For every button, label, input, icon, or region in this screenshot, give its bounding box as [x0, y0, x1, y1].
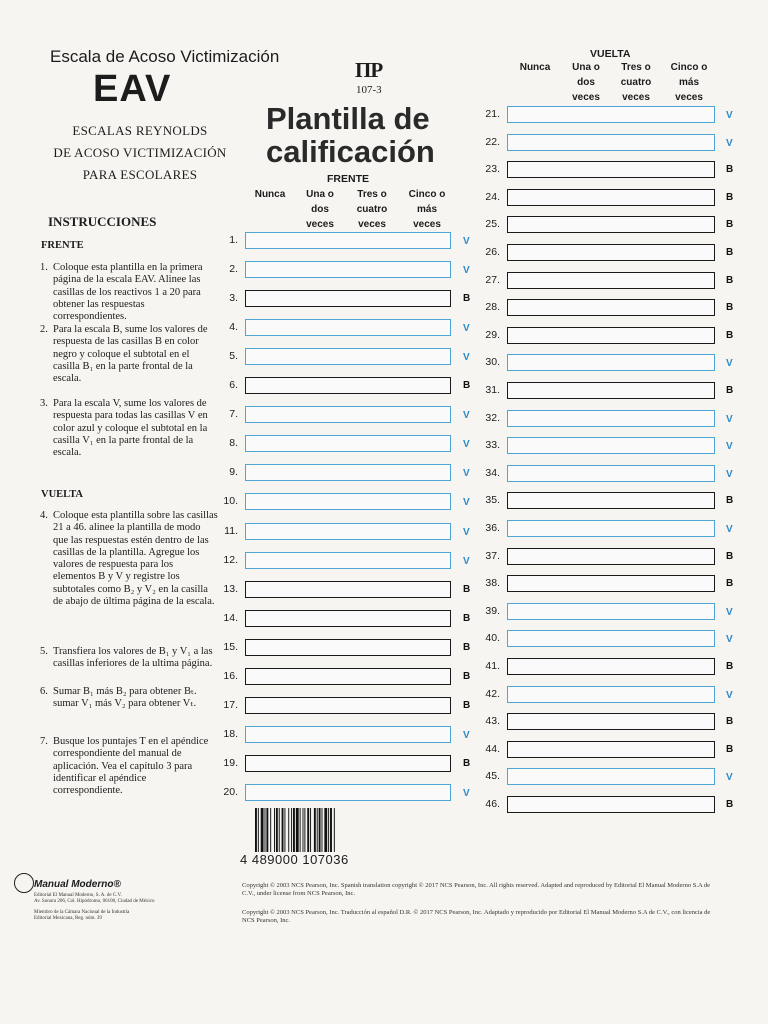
response-box	[507, 658, 715, 675]
response-box	[507, 354, 715, 371]
barcode-bar	[270, 808, 271, 852]
scale-mark: B	[726, 219, 734, 231]
scale-mark: B	[463, 380, 471, 392]
scale-mark: V	[463, 265, 470, 277]
item-number: 5.	[229, 350, 238, 363]
response-box	[245, 726, 451, 743]
item-number: 23.	[485, 163, 500, 176]
response-box	[507, 548, 715, 565]
response-box	[507, 630, 715, 647]
item-number: 27.	[485, 273, 500, 286]
instruction-item	[40, 324, 218, 385]
barcode-bar	[334, 808, 335, 852]
scale-mark: V	[726, 441, 733, 453]
item-number: 7.	[229, 408, 238, 421]
item-number: 4.	[229, 321, 238, 334]
frente-col-tres: Tres o cuatro veces	[356, 189, 388, 230]
response-box	[245, 290, 451, 307]
scale-mark: V	[463, 410, 470, 422]
scale-mark: B	[463, 699, 471, 711]
scale-mark: V	[726, 606, 733, 618]
publisher-logo-icon	[14, 873, 34, 893]
scale-mark: B	[726, 247, 734, 258]
response-box	[245, 755, 451, 772]
instruction-item	[40, 736, 218, 797]
item-number: 20.	[223, 785, 238, 798]
barcode-number: 4 489000 107036	[240, 852, 349, 867]
item-number: 30.	[485, 356, 500, 369]
item-number: 36.	[485, 522, 500, 534]
item-number: 19.	[223, 756, 238, 769]
response-box	[507, 161, 715, 178]
response-box	[245, 697, 451, 714]
scale-mark: V	[726, 689, 733, 701]
scale-mark: B	[726, 716, 734, 728]
item-number: 12.	[223, 553, 238, 566]
instruction-text: Transfiera los valores de B₁ y V₁ a las casillas inferiores de la ultima página.	[53, 646, 213, 670]
instruction-item	[40, 262, 218, 323]
item-number: 38.	[485, 577, 500, 590]
form-code: 107-3	[356, 84, 382, 96]
scale-mark: B	[726, 661, 734, 672]
item-number: 1.	[229, 234, 238, 246]
barcode	[255, 808, 377, 852]
instruction-item	[40, 686, 218, 711]
barcode-bar	[274, 808, 275, 852]
scale-mark: V	[463, 729, 470, 741]
item-number: 22.	[485, 135, 500, 148]
barcode-bar	[296, 808, 299, 852]
copyright-spanish: Copyright © 2003 NCS Pearson, Inc. Traducción al español D.R. © 2017 NCS Pearson, Inc. Adaptado y reproducido por Editorial El Manual Moderno S.A de C.V., con licencia de NCS Pearson, Inc.	[242, 909, 711, 924]
publisher-line-1: Editorial El Manual Moderno, S. A. de C.V.	[34, 893, 122, 898]
response-box	[245, 784, 451, 801]
frente-col-una: Una o dos veces	[306, 189, 334, 230]
frente-col-nunca: Nunca	[254, 189, 286, 200]
instruction-text: Busque los puntajes T en el apéndice correspondiente del manual de aplicación. Vea el capítulo 3 para identificar el apéndice correspondiente.	[53, 736, 209, 797]
response-box	[507, 189, 715, 206]
response-box	[507, 244, 715, 261]
response-box	[245, 668, 451, 685]
barcode-bar	[300, 808, 301, 852]
scale-mark: V	[726, 634, 733, 646]
vuelta-col-nunca: Nunca	[519, 62, 551, 73]
publisher-line-3: Miembro de la Cámara Nacional de la Industria	[34, 910, 130, 915]
response-box	[507, 492, 715, 509]
scale-mark: V	[463, 787, 470, 799]
instruction-item	[40, 646, 218, 671]
response-box	[507, 686, 715, 703]
response-box	[245, 552, 451, 569]
barcode-bar	[291, 808, 292, 852]
response-box	[245, 232, 451, 249]
item-number: 8.	[229, 437, 238, 450]
item-number: 41.	[485, 660, 500, 672]
scale-mark: B	[726, 578, 734, 590]
scale-mark: B	[726, 164, 734, 176]
scale-mark: B	[463, 583, 471, 595]
frente-col-cinco: Cinco o más veces	[408, 189, 446, 230]
scale-mark: V	[726, 524, 733, 535]
item-number: 40.	[485, 632, 500, 645]
publisher-address	[34, 893, 214, 922]
scale-mark: B	[726, 302, 734, 314]
barcode-bar	[276, 808, 278, 852]
item-number: 28.	[485, 301, 500, 314]
response-box	[245, 261, 451, 278]
vuelta-label: VUELTA	[590, 48, 631, 60]
response-box	[507, 299, 715, 316]
item-number: 2.	[229, 263, 238, 276]
item-number: 21.	[485, 108, 500, 120]
response-box	[245, 523, 451, 540]
item-number: 26.	[485, 246, 500, 258]
item-number: 11.	[224, 524, 238, 537]
instruction-text: Coloque esta plantilla sobre las casillas 21 a 46. alinee la plantilla de modo que las respuestas estén dentro de las casillas de la plantilla. Agregue los valores de respuesta para los elementos B y V y registre los subtotales como B₂ y V₂ en la casilla de abajo de última página de la escala.	[53, 510, 218, 608]
barcode-bar	[322, 808, 323, 852]
barcode-bar	[279, 808, 280, 852]
barcode-bar	[307, 808, 309, 852]
instructions-frente-label: FRENTE	[41, 240, 84, 251]
response-box	[507, 796, 715, 813]
barcode-bar	[261, 808, 264, 852]
item-number: 25.	[485, 218, 500, 231]
response-box	[507, 741, 715, 758]
barcode-bar	[310, 808, 311, 852]
instruction-number: 5.	[40, 646, 48, 657]
instruction-text: Coloque esta plantilla en la primera página de la escala EAV. Alinee las casillas de los reactivos 1 a 20 para obtener las respuestas correspondientes.	[53, 262, 203, 323]
response-box	[507, 106, 715, 123]
response-box	[245, 581, 451, 598]
barcode-bar	[293, 808, 295, 852]
item-number: 32.	[485, 411, 500, 424]
item-number: 44.	[485, 742, 500, 755]
item-number: 16.	[223, 669, 238, 682]
scale-mark: B	[726, 191, 734, 203]
item-number: 46.	[485, 798, 500, 810]
scale-mark: B	[726, 274, 734, 286]
response-box	[245, 348, 451, 365]
item-number: 34.	[485, 466, 500, 479]
response-box	[245, 610, 451, 627]
barcode-bar	[282, 808, 284, 852]
barcode-bar	[314, 808, 316, 852]
scale-acronym: EAV	[93, 68, 172, 110]
item-number: 17.	[223, 698, 238, 711]
barcode-bar	[317, 808, 318, 852]
response-box	[245, 639, 451, 656]
barcode-bar	[324, 808, 327, 852]
page-title	[266, 102, 435, 168]
publisher-line-4: Editorial Mexicana, Reg. núm. 39	[34, 916, 102, 921]
series-line-3: PARA ESCOLARES	[82, 167, 198, 182]
instruction-item	[40, 398, 218, 459]
item-number: 33.	[485, 439, 500, 452]
scale-mark: V	[726, 413, 733, 425]
barcode-bar	[319, 808, 321, 852]
instruction-number: 7.	[40, 736, 48, 747]
barcode-bar	[328, 808, 329, 852]
scale-mark: V	[463, 236, 470, 247]
item-number: 3.	[229, 292, 238, 305]
item-number: 35.	[485, 494, 500, 507]
scale-mark: B	[726, 743, 734, 755]
instruction-text: Para la escala B, sume los valores de respuesta de las casillas B en color negro y coloque el subtotal en el casilla B₁ en la parte frontal de la escala.	[53, 324, 208, 385]
instructions-vuelta-label: VUELTA	[41, 489, 84, 500]
barcode-bar	[258, 808, 259, 852]
series-line-2: DE ACOSO VICTIMIZACIÓN	[53, 145, 227, 160]
frente-label: FRENTE	[327, 173, 369, 185]
response-box	[245, 435, 451, 452]
scale-mark: V	[726, 137, 733, 149]
scale-mark: B	[463, 641, 471, 653]
response-box	[245, 493, 451, 510]
response-box	[507, 575, 715, 592]
instruction-number: 6.	[40, 686, 48, 697]
item-number: 43.	[485, 715, 500, 728]
scale-mark: B	[463, 757, 471, 769]
item-number: 37.	[485, 549, 500, 562]
scale-mark: V	[463, 323, 470, 335]
scale-mark: V	[463, 526, 470, 538]
response-box	[507, 465, 715, 482]
instruction-number: 3.	[40, 398, 48, 409]
response-box	[245, 406, 451, 423]
scale-mark: V	[726, 468, 733, 480]
barcode-bar	[288, 808, 289, 852]
response-box	[507, 768, 715, 785]
vuelta-col-cinco: Cinco o más veces	[670, 62, 708, 103]
barcode-bar	[304, 808, 305, 852]
response-box	[507, 134, 715, 151]
response-box	[245, 319, 451, 336]
instructions-title: INSTRUCCIONES	[48, 214, 157, 229]
instruction-number: 1.	[40, 262, 48, 273]
mp-logo: ΠΡ	[355, 58, 383, 82]
scale-mark: V	[463, 468, 470, 480]
item-number: 15.	[223, 640, 238, 653]
barcode-bar	[303, 808, 304, 852]
item-number: 45.	[485, 770, 500, 783]
item-number: 31.	[485, 384, 500, 396]
scale-mark: B	[726, 329, 734, 341]
item-number: 18.	[223, 727, 238, 740]
copyright-english: Copyright © 2003 NCS Pearson, Inc. Spanish translation copyright © 2017 NCS Pearson, Inc. All rights reserved. Adapted and reproduced by Editorial El Manual Moderno S.A de C.V., under license from NCS Pearson, Inc.	[242, 882, 711, 897]
item-number: 39.	[485, 604, 500, 617]
instruction-number: 2.	[40, 324, 48, 335]
scale-mark: V	[463, 439, 470, 451]
barcode-bar	[255, 808, 257, 852]
scale-mark: V	[726, 358, 733, 370]
instruction-number: 4.	[40, 510, 48, 521]
item-number: 29.	[485, 328, 500, 341]
barcode-bar	[266, 808, 268, 852]
vuelta-col-una: Una o dos veces	[572, 62, 600, 103]
vuelta-col-tres: Tres o cuatro veces	[620, 62, 652, 103]
publisher-line-2: Av. Sonora 206, Col. Hipódromo, 06100, Ciudad de México	[34, 899, 155, 904]
instruction-item	[40, 510, 218, 608]
barcode-bar	[284, 808, 285, 852]
response-box	[507, 272, 715, 289]
scale-mark: B	[726, 799, 734, 810]
scale-mark: V	[726, 772, 733, 784]
item-number: 13.	[223, 582, 238, 595]
response-box	[507, 327, 715, 344]
scale-mark: B	[726, 550, 734, 562]
scale-mark: B	[726, 385, 734, 396]
response-box	[245, 377, 451, 394]
item-number: 10.	[223, 495, 238, 508]
instruction-text: Para la escala V, sume los valores de respuesta para todas las casillas V en color azul y coloque el subtotal en la casilla V₁ en la parte frontal de la escala.	[53, 398, 208, 459]
response-box	[507, 410, 715, 427]
scale-subtitle: Escala de Acoso Victimización	[50, 47, 280, 66]
scale-mark: V	[463, 497, 470, 509]
item-number: 9.	[229, 466, 238, 479]
response-box	[507, 603, 715, 620]
response-box	[507, 713, 715, 730]
response-box	[507, 216, 715, 233]
barcode-bar	[265, 808, 266, 852]
barcode-bar	[330, 808, 332, 852]
title-line-1: Plantilla de	[266, 101, 430, 136]
scale-mark: V	[463, 555, 470, 567]
publisher-name: Manual Moderno®	[34, 879, 121, 890]
series-line-1: ESCALAS REYNOLDS	[72, 123, 208, 138]
item-number: 14.	[223, 611, 238, 624]
response-box	[507, 437, 715, 454]
scale-mark: B	[463, 670, 471, 682]
item-number: 42.	[485, 687, 500, 700]
instruction-text: Sumar B₁ más B₂ para obtener Bₜ. sumar V₁ más V₂ para obtener Vₜ.	[53, 686, 197, 710]
scale-mark: B	[726, 495, 734, 507]
response-box	[245, 464, 451, 481]
scale-mark: V	[726, 110, 733, 121]
title-line-2: calificación	[266, 134, 435, 169]
response-box	[507, 520, 715, 537]
scale-mark: B	[463, 612, 471, 624]
item-number: 6.	[229, 379, 238, 392]
item-number: 24.	[485, 190, 500, 203]
scale-mark: V	[463, 352, 470, 364]
response-box	[507, 382, 715, 399]
scale-mark: B	[463, 293, 471, 305]
